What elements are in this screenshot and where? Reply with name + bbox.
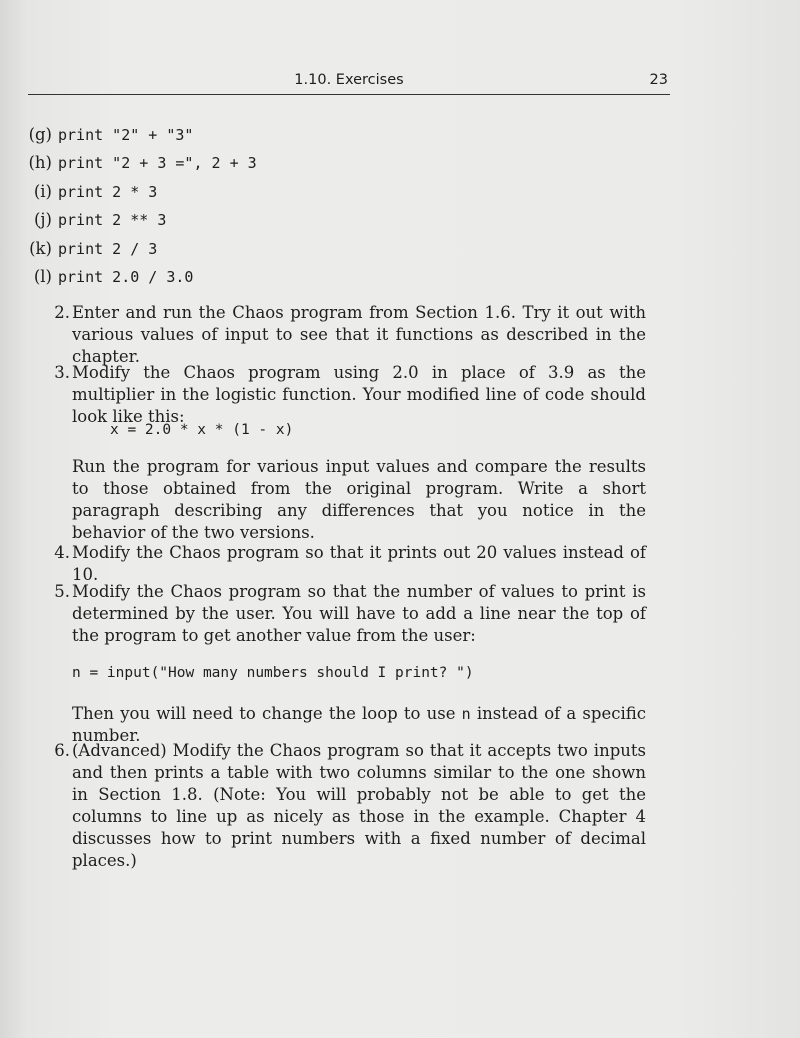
sub-item-code: print 2 * 3 <box>58 183 158 201</box>
inline-code: n <box>461 705 471 723</box>
sub-item-label: (l) <box>33 267 52 286</box>
exercise-text: Modify the Chaos program so that it prints out 20 values instead of 10. <box>72 543 646 584</box>
sub-item-h <box>0 149 257 177</box>
exercise-number: 6. <box>54 741 70 760</box>
sub-item-l <box>0 263 193 291</box>
page-header <box>28 72 670 95</box>
code-line: x = 2.0 * x * (1 - x) <box>110 422 294 438</box>
exercise-text-after: Run the program for various input values and compare the results to those obtained from the original program. Write a short paragraph describing any differences that you notice in the behavior of the two versions. <box>72 457 646 542</box>
exercise-number: 3. <box>54 363 70 382</box>
sub-item-label: (i) <box>33 182 52 201</box>
sub-item-j <box>0 206 166 234</box>
exercise-text: Enter and run the Chaos program from Section 1.6. Try it out with various values of input to see that it functions as described in the chapter. <box>72 303 646 366</box>
sub-item-label: (h) <box>28 153 52 172</box>
sub-item-label: (g) <box>28 125 52 144</box>
page-number: 23 <box>649 72 668 88</box>
exercise-number: 5. <box>54 582 70 601</box>
text-fragment: Then you will need to change the loop to use <box>72 704 462 723</box>
sub-item-g <box>0 121 193 149</box>
running-head: 1.10. Exercises <box>294 72 404 88</box>
sub-item-code: print 2.0 / 3.0 <box>58 268 194 286</box>
exercise-text: Modify the Chaos program so that the number of values to print is determined by the user. You will have to add a line near the top of the program to get another value from the user: <box>72 582 646 645</box>
sub-item-k <box>0 235 157 263</box>
sub-item-code: print 2 / 3 <box>58 240 158 258</box>
exercise-6 <box>46 740 646 870</box>
sub-item-i <box>0 178 157 206</box>
exercise-text: (Advanced) Modify the Chaos program so that it accepts two inputs and then prints a table with two columns similar to the one shown in Section 1.8. (Note: You will probably not be able to get the columns to line up as nicely as those in the example. Chapter 4 discusses how to print numbers with a fixed number of decimal places.) <box>72 741 646 870</box>
exercise-3 <box>46 362 646 542</box>
code-line: n = input("How many numbers should I print? ") <box>72 665 474 681</box>
exercise-5 <box>46 581 646 751</box>
exercise-number: 2. <box>54 303 70 322</box>
sub-item-label: (k) <box>29 239 52 258</box>
exercise-2 <box>46 302 646 366</box>
sub-item-code: print "2" + "3" <box>58 126 194 144</box>
exercise-number: 4. <box>54 543 70 562</box>
exercise-4 <box>46 542 646 584</box>
sub-item-label: (j) <box>34 210 52 229</box>
text-fragment: instead of a specific number. <box>72 704 646 745</box>
sub-item-code: print "2 + 3 =", 2 + 3 <box>58 154 257 172</box>
exercise-text: Modify the Chaos program using 2.0 in place of 3.9 as the multiplier in the logistic function. Your modified line of code should look like this: <box>72 363 646 426</box>
sub-item-code: print 2 ** 3 <box>58 211 167 229</box>
